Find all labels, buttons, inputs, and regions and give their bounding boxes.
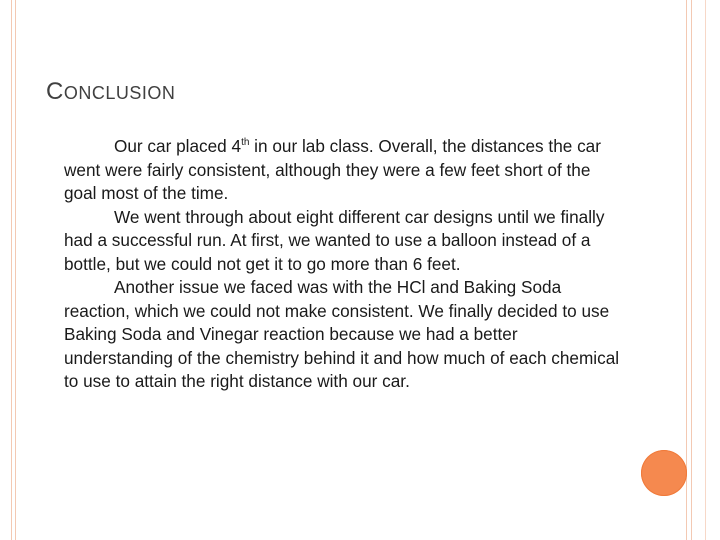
title-rest: ONCLUSION [63, 83, 176, 103]
left-frame-border [11, 0, 16, 540]
paragraph-1-end: in our lab class. Overall, the distances the car went were fairly consistent, although they were a few feet short of the goal most of the time. [64, 136, 601, 203]
right-frame-line [686, 0, 687, 540]
slide-body [64, 135, 624, 394]
ordinal-suffix: th [241, 137, 250, 148]
paragraph-1 [64, 135, 624, 206]
paragraph-3: Another issue we faced was with the HCl and Baking Soda reaction, which we could not make consistent. We finally decided to use Baking Soda and Vinegar reaction because we had a better understanding of the chemistry behind it and how much of each chemical to use to attain the right distance with our car. [64, 277, 620, 391]
paragraph-2: We went through about eight different car designs until we finally had a successful run. At first, we wanted to use a balloon instead of a bottle, but we could not get it to go more than 6 feet. [64, 206, 605, 274]
title-initial: C [46, 78, 64, 105]
right-frame-line-inner [691, 0, 692, 540]
right-frame-line-far [705, 0, 706, 540]
slide-title [46, 78, 175, 106]
paragraph-1-start: Our car placed 4 [114, 136, 242, 156]
accent-circle [641, 450, 687, 496]
